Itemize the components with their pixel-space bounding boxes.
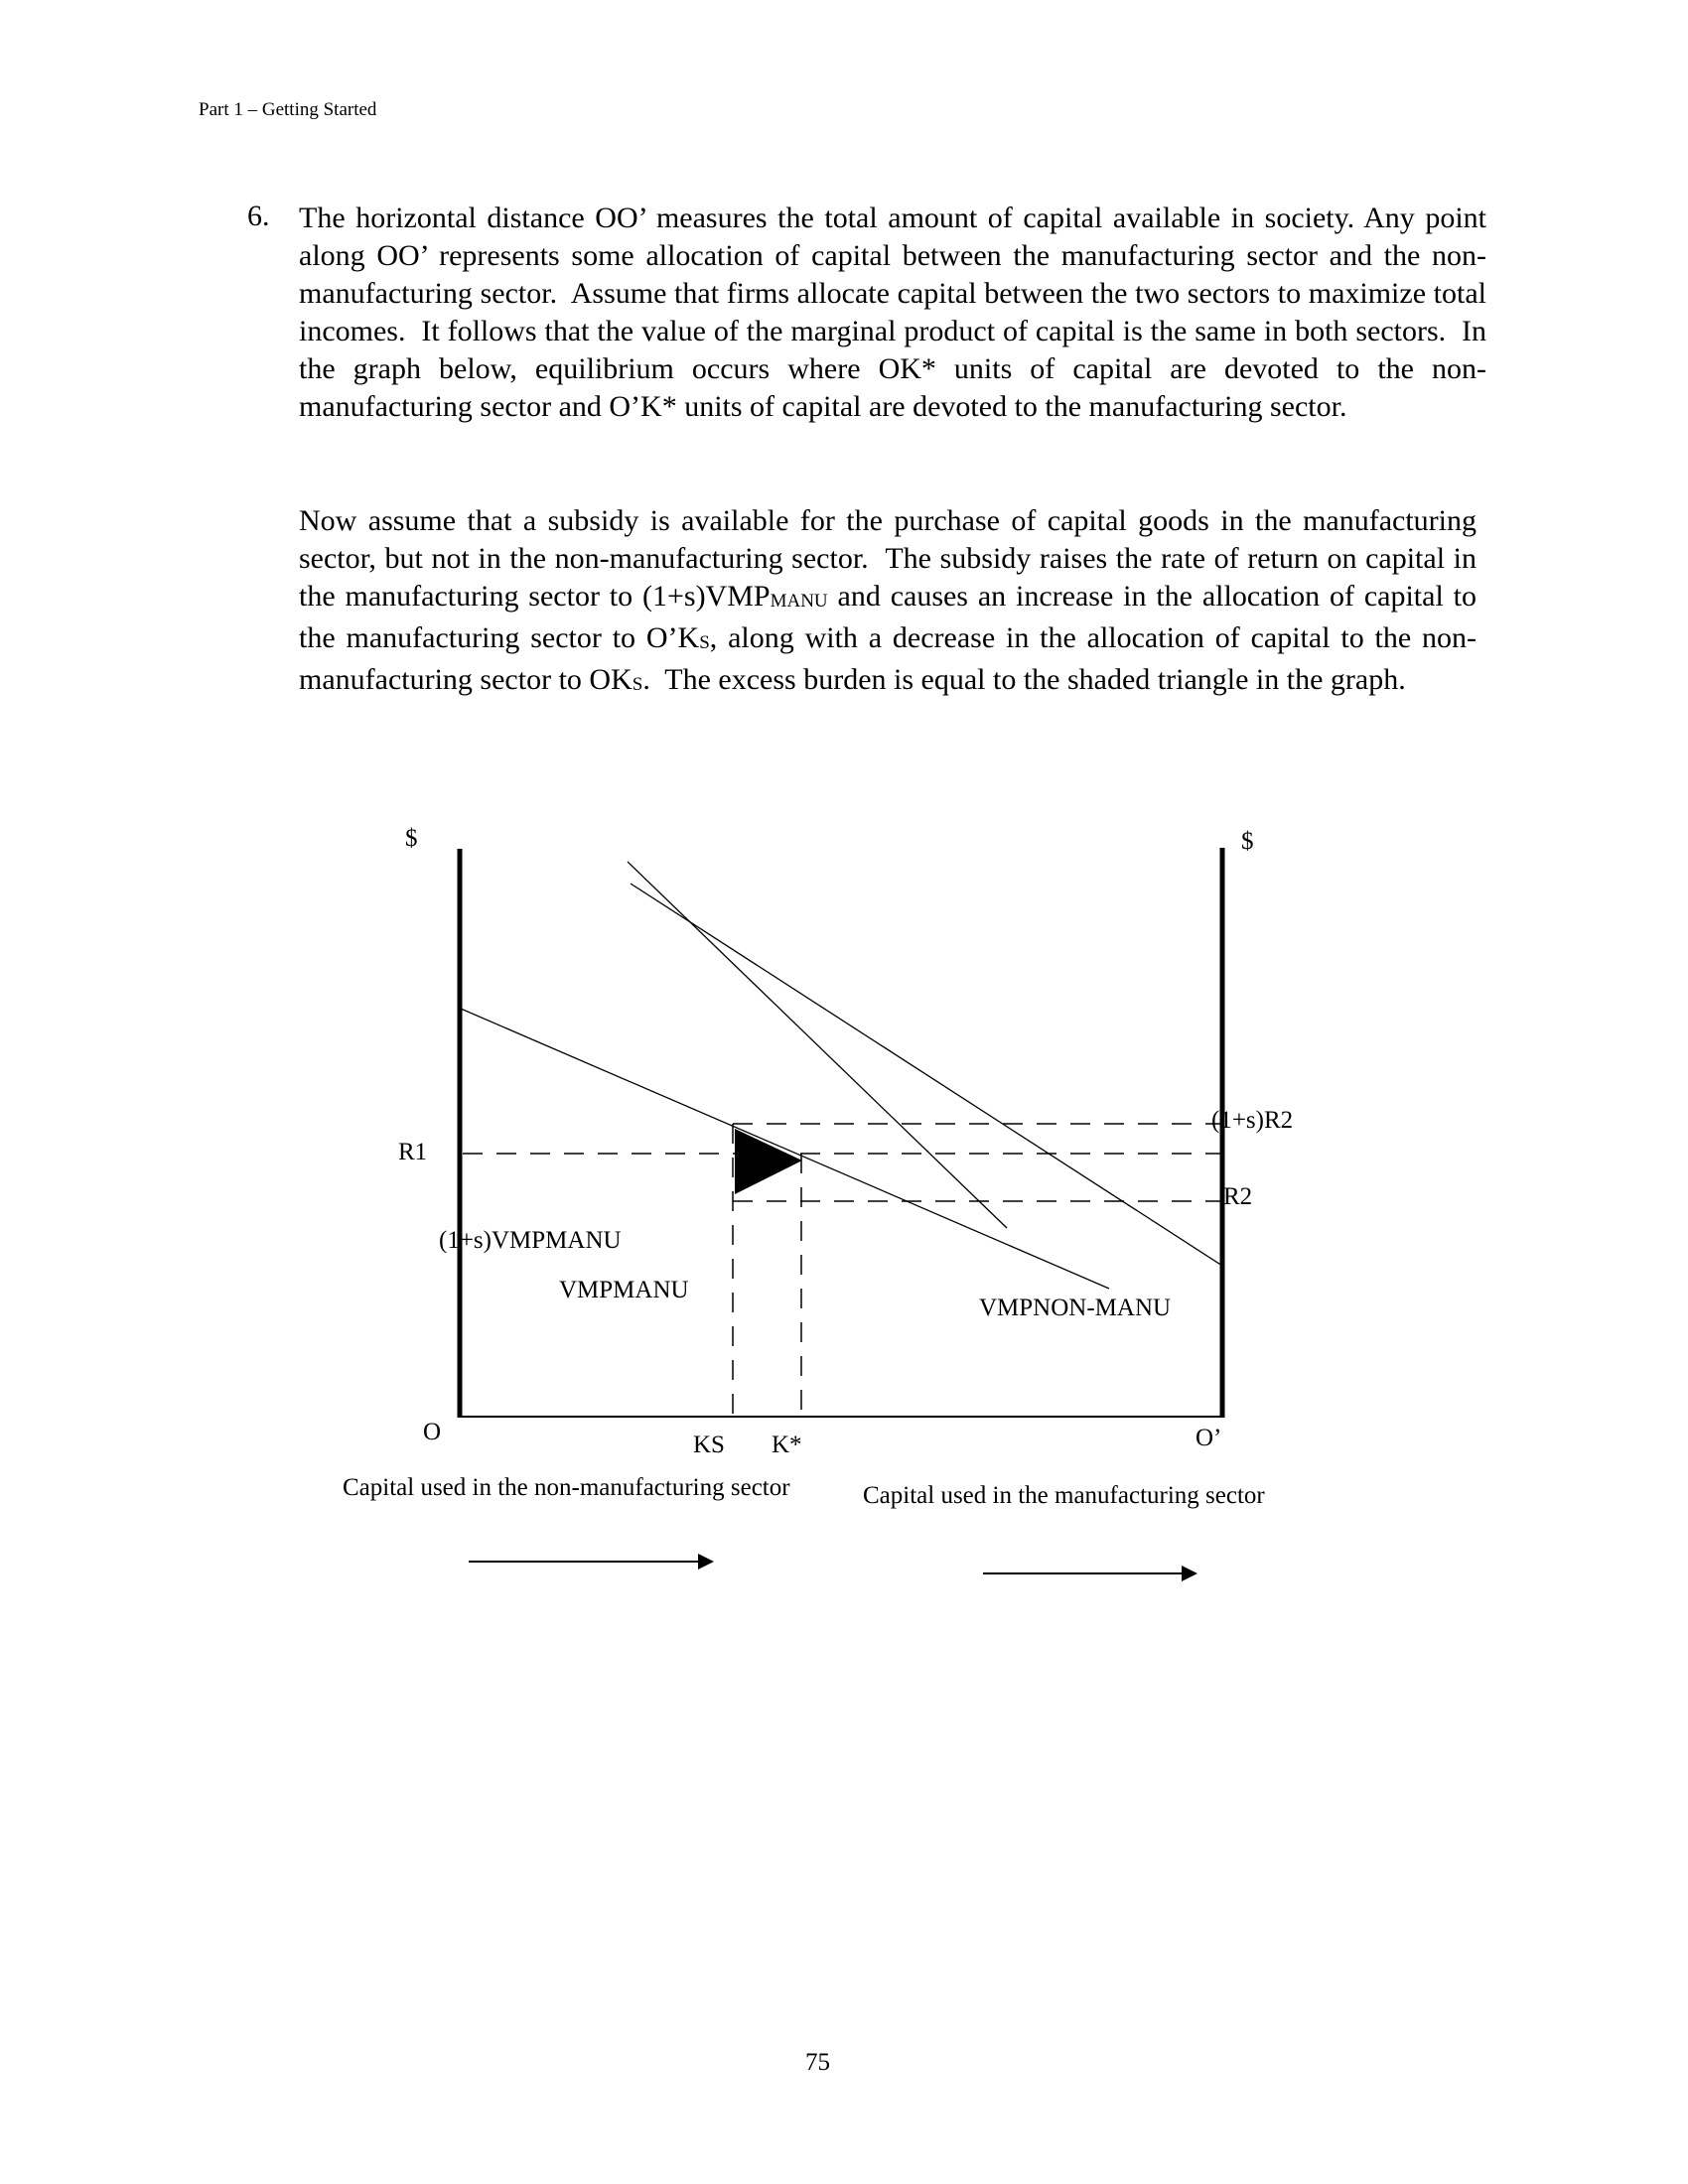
- paragraph-2-text-c: , along with a decrease in the allocation of capital to the non-manufacturing sector to OK: [299, 621, 1477, 696]
- k-star-label: K*: [772, 1432, 802, 1458]
- question-paragraph-1: The horizontal distance OO’ measures the total amount of capital available in society. Any point along OO’ represents some allocation of capital between the manufacturing sector and the non-manufacturing sector. Assume that firms allocate capital between the two sectors to maximize total incomes. It follows that the value of the marginal product of capital is the same in both sectors. In the graph below, equilibrium occurs where OK* units of capital are devoted to the non-manufacturing sector and O’K* units of capital are devoted to the manufacturing sector.: [299, 202, 1486, 423]
- running-header: Part 1 – Getting Started: [199, 99, 377, 120]
- curve-steep: [628, 862, 1007, 1228]
- subscript-s: S: [632, 674, 643, 695]
- ks-label: KS: [693, 1432, 725, 1458]
- left-dollar-label: $: [405, 825, 418, 852]
- excess-burden-triangle: [735, 1129, 802, 1194]
- origin-left-label: O: [423, 1419, 442, 1445]
- paragraph-2-text-b: and causes an increase in the allocation of capital to the manufacturing sector to O’K: [299, 580, 1477, 654]
- one-plus-s-vmp-manu-label: (1+s)VMPMANU: [439, 1227, 622, 1254]
- subscript-s: S: [699, 632, 710, 653]
- right-arrow-icon: [469, 1554, 714, 1570]
- subscript-manu: MANU: [770, 591, 828, 612]
- question-number: 6.: [247, 200, 270, 232]
- paragraph-2-text-a: Now assume that a subsidy is available for the purchase of capital goods in the manufacturing sector, but not in the non-manufacturing sector. The subsidy raises the rate of return on capital in the manufacturing sector to (1+s)VMP: [299, 504, 1477, 613]
- caption-non-manufacturing: Capital used in the non-manufacturing sector: [343, 1474, 790, 1501]
- paragraph-2-text-d: . The excess burden is equal to the shaded triangle in the graph.: [642, 663, 1406, 696]
- vmp-manu-label: VMPMANU: [559, 1277, 689, 1303]
- r1-label: R1: [398, 1139, 428, 1165]
- page-number: 75: [805, 2049, 830, 2076]
- curve-to-right-axis: [631, 884, 1222, 1266]
- caption-manufacturing: Capital used in the manufacturing sector: [863, 1482, 1265, 1509]
- origin-right-label: O’: [1196, 1425, 1222, 1451]
- right-arrow-icon: [983, 1566, 1197, 1581]
- right-dollar-label: $: [1241, 828, 1254, 855]
- r2-label: R2: [1223, 1183, 1253, 1210]
- vmp-non-manu-label: VMPNON-MANU: [979, 1295, 1172, 1321]
- one-plus-s-r2-label: (1+s)R2: [1211, 1107, 1294, 1134]
